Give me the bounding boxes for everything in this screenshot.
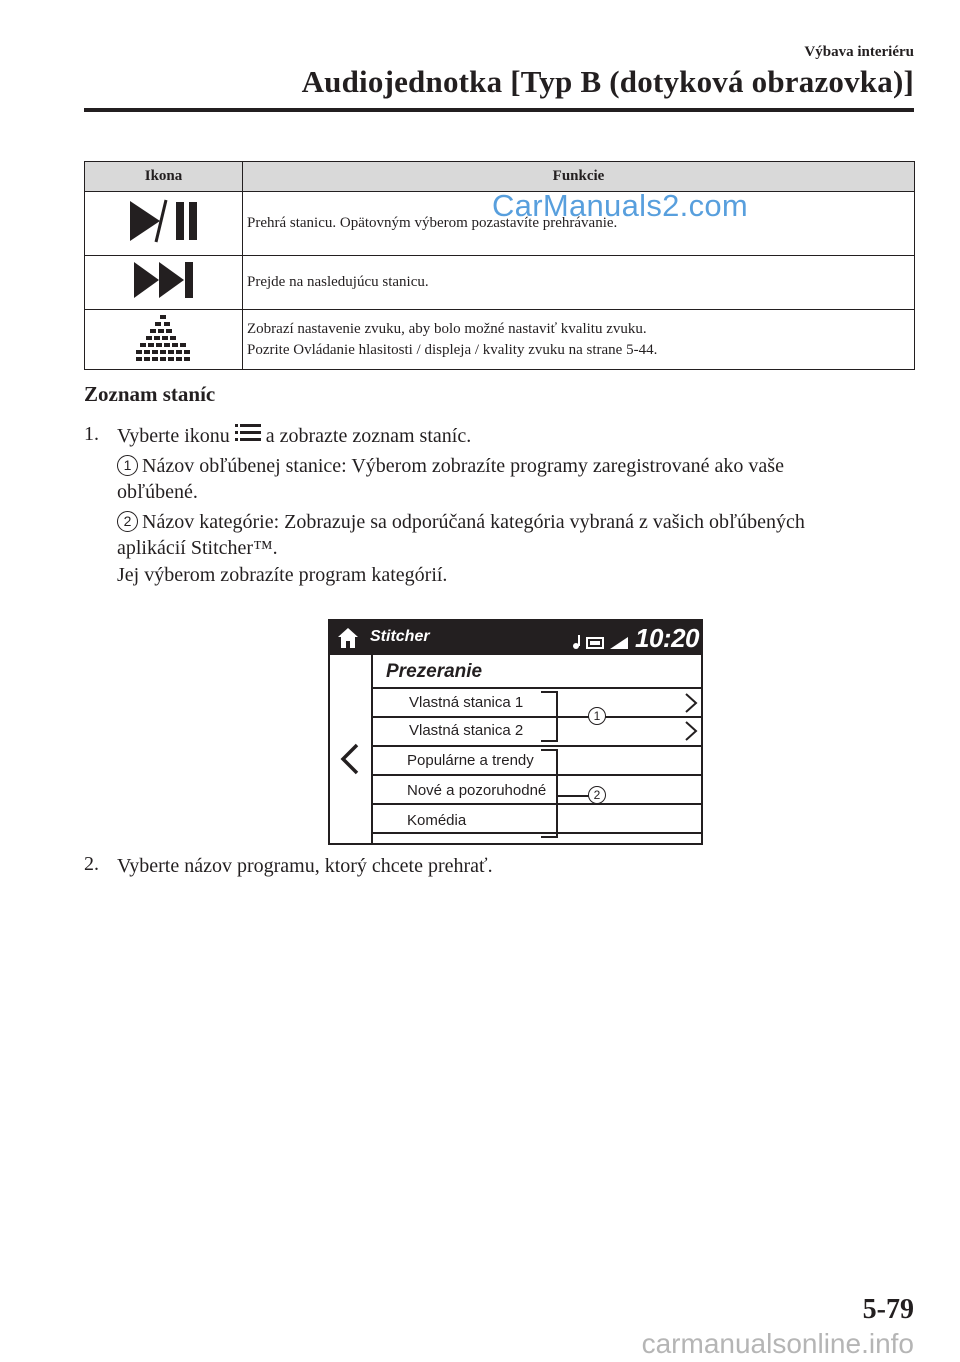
step-1-after: a zobrazte zoznam staníc. (265, 425, 472, 447)
back-chevron-icon[interactable] (339, 743, 361, 775)
table-header-function: Funkcie (243, 162, 915, 192)
section-label: Výbava interiéru (804, 44, 914, 60)
table-row (85, 310, 915, 370)
step-number: 2. (84, 853, 99, 875)
callout-marker: 1 (117, 455, 138, 476)
note-2-line3: Jej výberom zobrazíte program kategórií. (117, 564, 448, 586)
row-text: Prehrá stanicu. Opätovným výberom pozastavíte prehrávanie. (247, 215, 618, 231)
row-text: Zobrazí nastavenie zvuku, aby bolo možné nastaviť kvalitu zvuku. (247, 320, 647, 337)
category-item-1[interactable]: Populárne a trendy (407, 752, 534, 769)
table-header-icon: Ikona (85, 162, 243, 192)
chevron-right-icon[interactable] (684, 692, 698, 714)
row-text: Pozrite Ovládanie hlasitosti / displeja / kvality zvuku na strane 5-44. (247, 341, 658, 358)
back-column[interactable] (330, 655, 373, 845)
list-divider (372, 832, 701, 834)
note-2-line2: aplikácií Stitcher™. (117, 537, 278, 559)
note-1-line2: obľúbené. (117, 481, 198, 503)
callout-line (556, 795, 590, 797)
note-1 (117, 453, 784, 479)
category-item-2[interactable]: Nové a pozoruhodné (407, 782, 547, 799)
skip-forward-icon (132, 260, 196, 300)
footer-watermark: carmanualsonline.info (641, 1328, 914, 1359)
section-heading: Zoznam staníc (84, 382, 216, 406)
step-number: 1. (84, 423, 99, 445)
category-item-3[interactable]: Komédia (407, 812, 467, 829)
stitcher-screen-figure (328, 619, 703, 845)
chevron-right-icon[interactable] (684, 720, 698, 742)
header-rule (84, 108, 914, 112)
callout-marker: 2 (588, 786, 606, 804)
station-item-1[interactable]: Vlastná stanica 1 (409, 694, 524, 711)
callout-line (541, 740, 558, 742)
callout-marker: 2 (117, 511, 138, 532)
note-2 (117, 509, 805, 535)
step-1 (117, 423, 471, 449)
watermark-carmanuals: CarManuals2.com (492, 188, 749, 223)
station-item-2[interactable]: Vlastná stanica 2 (409, 722, 524, 739)
callout-line (541, 836, 558, 838)
browse-heading: Prezeranie (386, 661, 483, 682)
home-icon (337, 627, 359, 649)
play-pause-icon (126, 198, 202, 244)
list-icon (235, 423, 261, 443)
note-2-line1: Názov kategórie: Zobrazuje sa odporúčaná kategória vybraná z vašich obľúbených (142, 511, 805, 533)
list-divider (372, 687, 701, 689)
list-divider (372, 803, 701, 805)
screen-top-bar (330, 621, 701, 655)
callout-line (556, 749, 558, 837)
step-2: Vyberte názov programu, ktorý chcete prehrať. (117, 855, 493, 877)
page-number: 5-79 (862, 1294, 914, 1325)
callout-marker: 1 (588, 707, 606, 725)
step-1-before: Vyberte ikonu (117, 425, 230, 447)
row-text: Prejde na nasledujúcu stanicu. (247, 274, 429, 290)
clock: 10:20 (635, 623, 699, 653)
table-row (85, 256, 915, 310)
list-divider (372, 716, 701, 718)
status-icons (572, 633, 630, 651)
note-1-line1: Názov obľúbenej stanice: Výberom zobrazíte programy zaregistrované ako vaše (142, 455, 784, 477)
list-divider (372, 774, 701, 776)
equalizer-icon (136, 313, 192, 361)
page-title: Audiojednotka [Typ B (dotyková obrazovka)] (301, 64, 914, 99)
callout-line (556, 716, 590, 718)
app-name: Stitcher (370, 628, 430, 645)
list-divider (372, 745, 701, 747)
